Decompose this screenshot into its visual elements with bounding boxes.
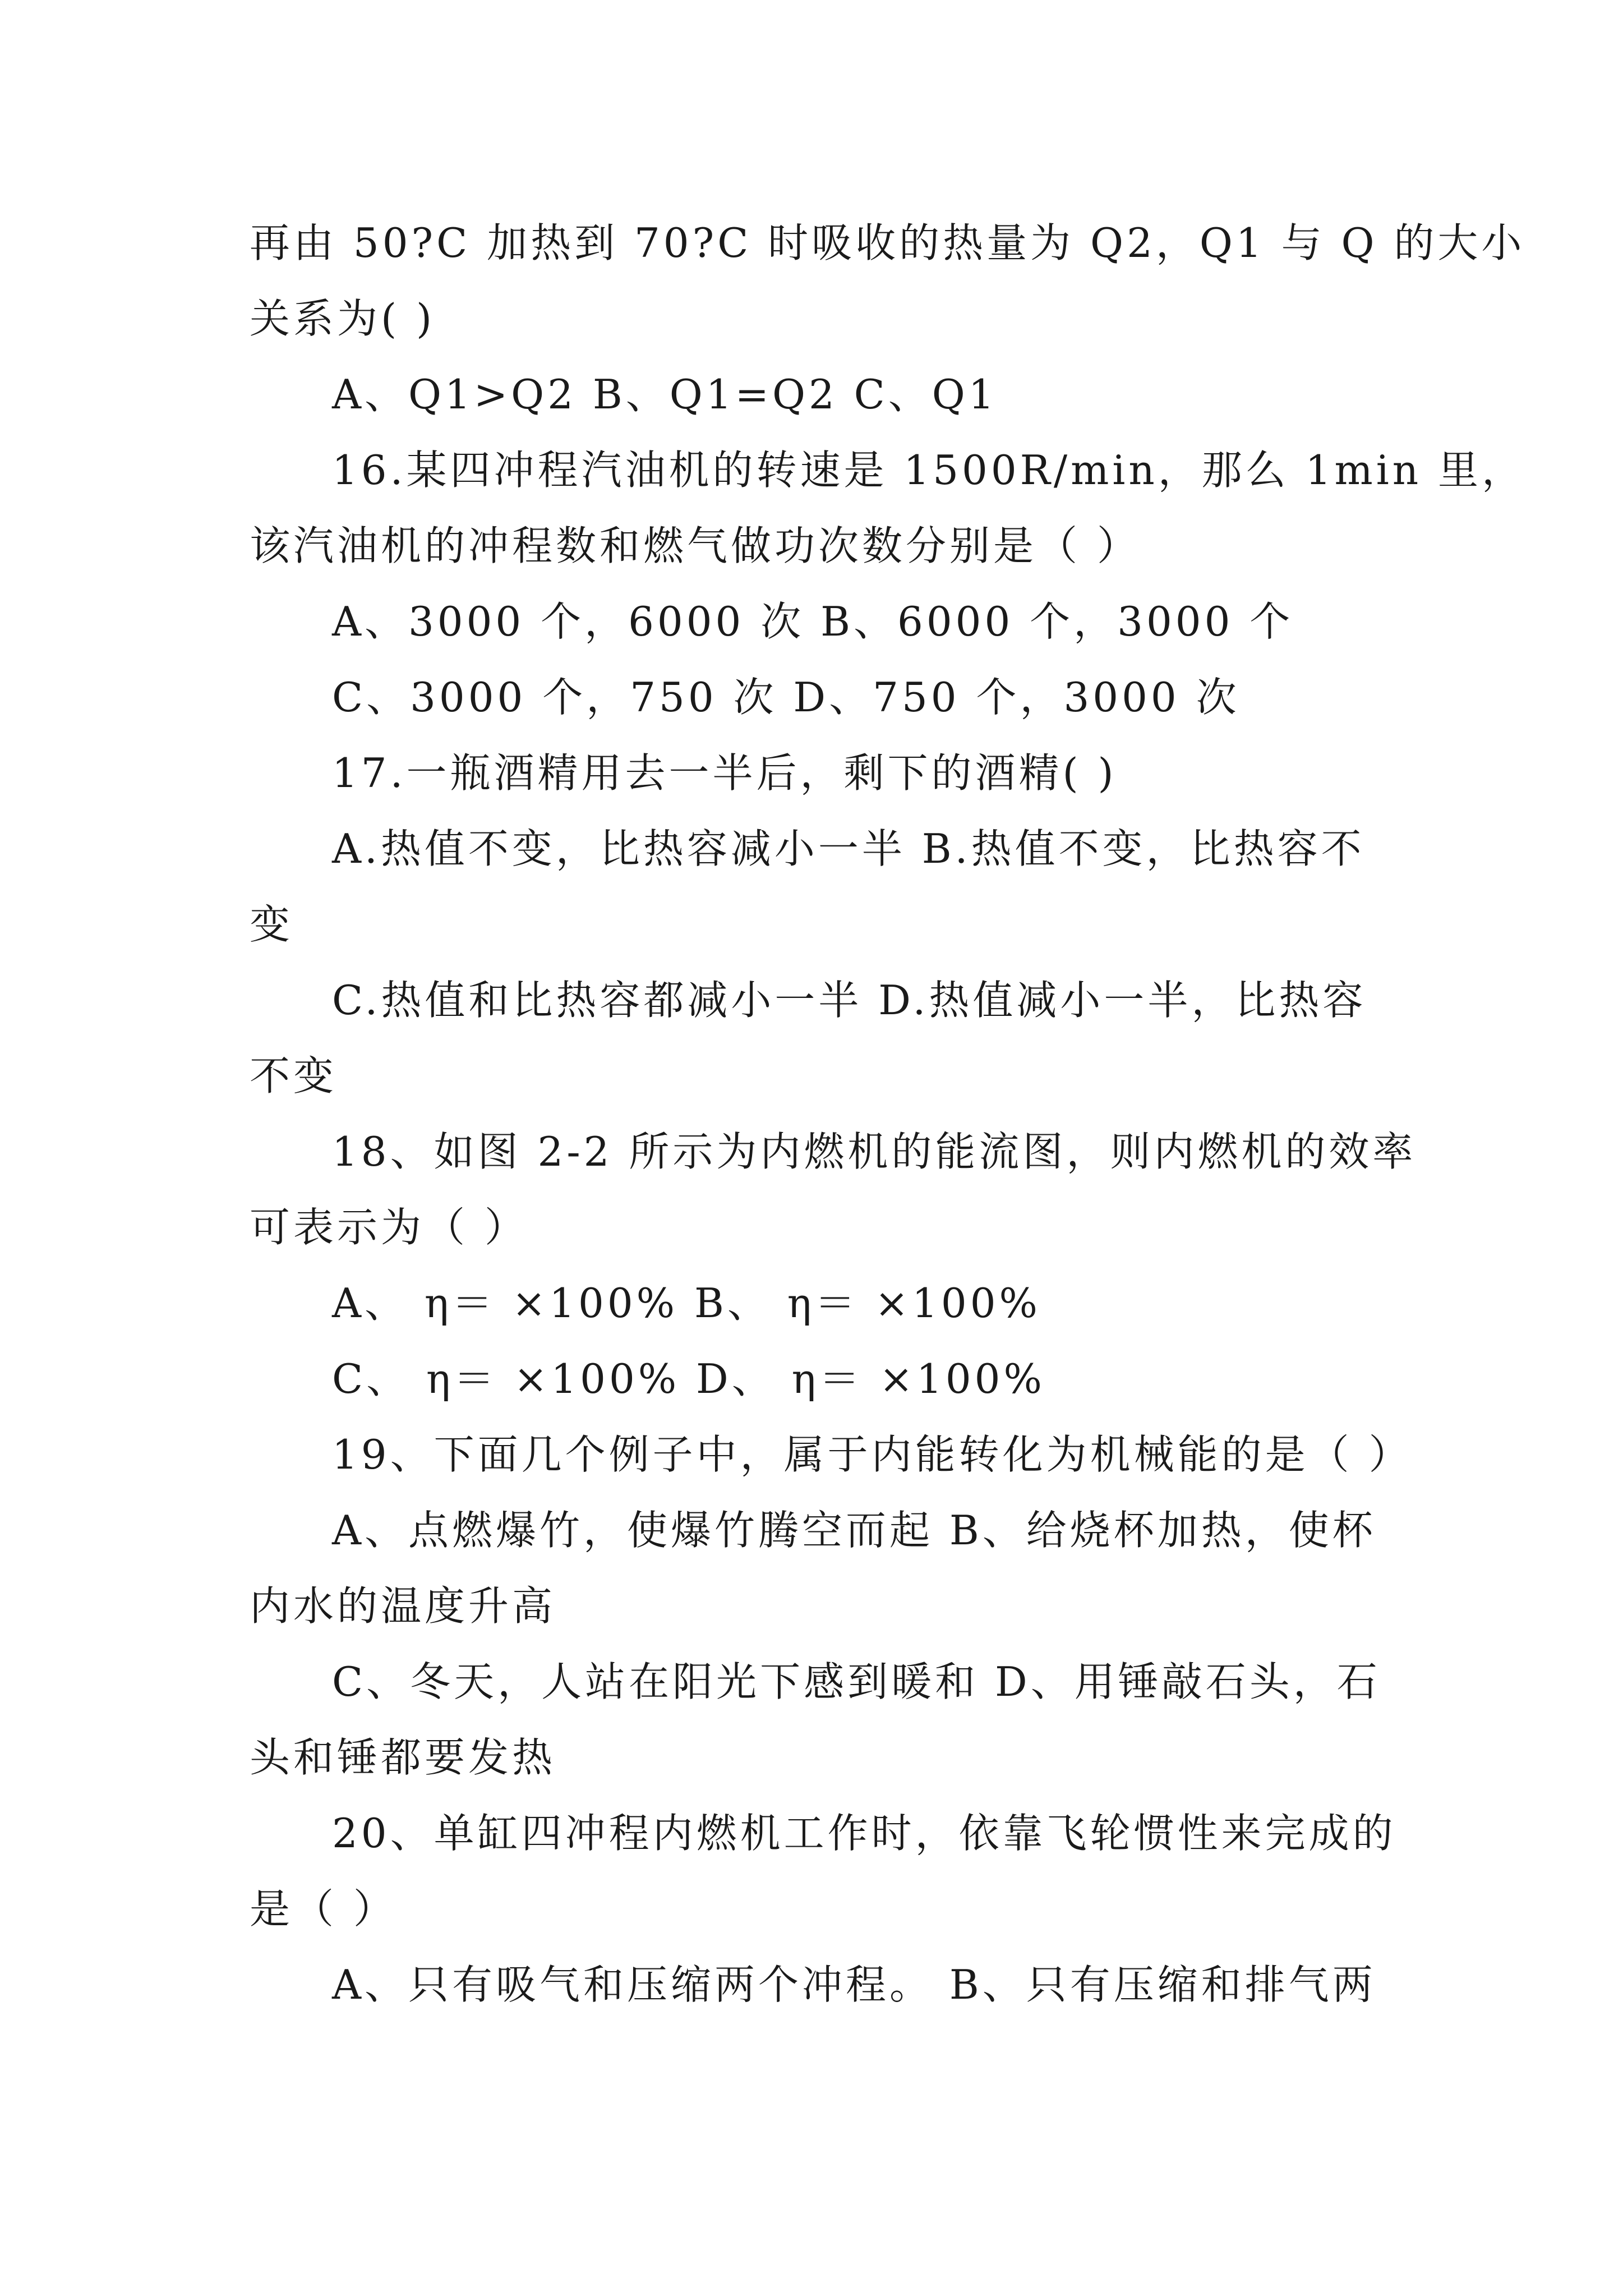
text-line: 该汽油机的冲程数和燃气做功次数分别是（ ） [250, 522, 1141, 569]
text-line: 不变 [250, 1052, 338, 1099]
text-line: 可表示为（ ） [250, 1204, 528, 1251]
text-line: A.热值不变，比热容减小一半 B.热值不变，比热容不 [332, 825, 1365, 872]
text-line: 变 [250, 901, 294, 948]
text-line: A、只有吸气和压缩两个冲程。 B、只有压缩和排气两 [332, 1961, 1376, 2008]
text-line: 是（ ） [250, 1885, 397, 1932]
text-line: C、 η＝ ×100% D、 η＝ ×100% [332, 1355, 1045, 1402]
text-line: 再由 50?C 加热到 70?C 时吸收的热量为 Q2，Q1 与 Q 的大小 [250, 219, 1525, 266]
text-line: 关系为( ) [250, 295, 436, 342]
text-line: 20、单缸四冲程内燃机工作时，依靠飞轮惯性来完成的 [332, 1810, 1396, 1857]
text-line: 16.某四冲程汽油机的转速是 1500R/min，那么 1min 里， [332, 447, 1526, 494]
text-line: 18、如图 2-2 所示为内燃机的能流图，则内燃机的效率 [332, 1128, 1417, 1175]
text-line: A、Q1>Q2 B、Q1=Q2 C、Q1 [332, 371, 998, 418]
text-line: 内水的温度升高 [250, 1582, 556, 1630]
text-line: 头和锤都要发热 [250, 1734, 556, 1781]
text-line: C、冬天，人站在阳光下感到暖和 D、用锤敲石头，石 [332, 1658, 1381, 1705]
text-line: A、 η＝ ×100% B、 η＝ ×100% [332, 1280, 1041, 1327]
text-line: C.热值和比热容都减小一半 D.热值减小一半，比热容 [332, 977, 1367, 1024]
text-line: 17.一瓶酒精用去一半后，剩下的酒精( ) [332, 749, 1117, 797]
text-line: 19、下面几个例子中，属于内能转化为机械能的是（ ） [332, 1431, 1413, 1478]
text-line: A、点燃爆竹，使爆竹腾空而起 B、给烧杯加热，使杯 [332, 1507, 1376, 1554]
text-line: C、3000 个，750 次 D、750 个，3000 次 [332, 674, 1240, 721]
text-line: A、3000 个，6000 次 B、6000 个，3000 个 [332, 598, 1294, 645]
